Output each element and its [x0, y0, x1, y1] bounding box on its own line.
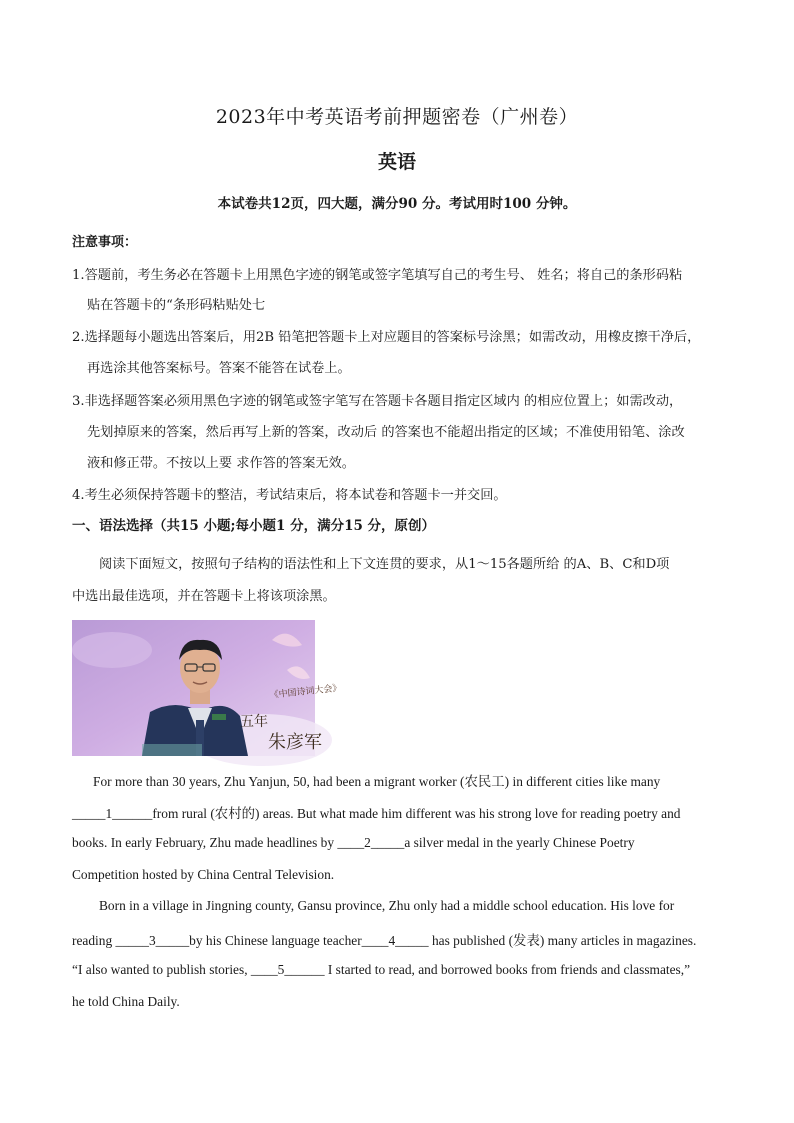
notice-line: 再选涂其他答案标号。答案不能答在试卷上。 — [87, 361, 351, 376]
instruction-line: 中选出最佳选项，并在答题卡上将该项涂黑。 — [72, 589, 336, 604]
notice-line: 液和修正带。不按以上要 求作答的答案无效。 — [87, 456, 355, 471]
svg-text:《中国诗词大会》: 《中国诗词大会》 — [269, 683, 342, 701]
notice-line: 2.选择题每小题选出答案后，用2B 铅笔把答题卡上对应题目的答案标号涂黑；如需改动，用橡皮擦干净后， — [72, 330, 701, 345]
exam-info: 本试卷共12页，四大题，满分90 分。考试用时100 分钟。 — [217, 196, 577, 212]
passage-line: “I also wanted to publish stories, ____5______ I started to read, and borrowed books from friends and classmates,” — [72, 962, 691, 977]
instruction-line: 阅读下面短文，按照句子结构的语法性和上下文连贯的要求，从1～15各题所给 的A、B、C和D项 — [99, 557, 670, 572]
passage-line: For more than 30 years, Zhu Yanjun, 50, had been a migrant worker (农民工) in different cities like many — [93, 774, 661, 789]
photo-illustration — [72, 620, 342, 756]
notice-line: 贴在答题卡的“条形码粘贴处七 — [87, 298, 266, 313]
photo-caption-2: 朱彦军 — [268, 732, 322, 753]
passage-line: reading _____3_____by his Chinese language teacher____4_____ has published (发表) many articles in magazines. — [72, 933, 697, 948]
photo-caption-1: 五年 — [240, 714, 268, 730]
section-heading: 一、语法选择（共15 小题;每小题1 分，满分15 分，原创） — [72, 518, 436, 534]
passage-line: Competition hosted by China Central Television. — [72, 867, 335, 882]
notice-line: 1.答题前，考生务必在答题卡上用黑色字迹的钢笔或签字笔填写自己的考生号、 姓名；将自己的条形码粘 — [72, 268, 683, 283]
passage-line: _____1______from rural (农村的) areas. But what made him different was his strong love for reading poetry and — [72, 806, 681, 821]
passage-line: Born in a village in Jingning county, Gansu province, Zhu only had a middle school education. His love for — [99, 898, 675, 913]
notice-line: 3.非选择题答案必须用黑色字迹的钢笔或签字笔写在答题卡各题目指定区域内 的相应位置上；如需改动， — [72, 394, 683, 409]
notice-line: 先划掉原来的答案，然后再写上新的答案，改动后 的答案也不能超出指定的区域；不准使用铅笔、涂改 — [87, 425, 685, 440]
subject-title: 英语 — [377, 151, 416, 173]
poet-photo — [72, 620, 342, 756]
notice-line: 4.考生必须保持答题卡的整洁，考试结束后，将本试卷和答题卡一并交回。 — [72, 488, 507, 503]
passage-line: he told China Daily. — [72, 994, 180, 1009]
notice-heading: 注意事项： — [72, 235, 138, 250]
passage-line: books. In early February, Zhu made headlines by ____2_____a silver medal in the yearly Chinese Poetry — [72, 835, 635, 850]
exam-title: 2023年中考英语考前押题密卷（广州卷） — [215, 106, 579, 128]
